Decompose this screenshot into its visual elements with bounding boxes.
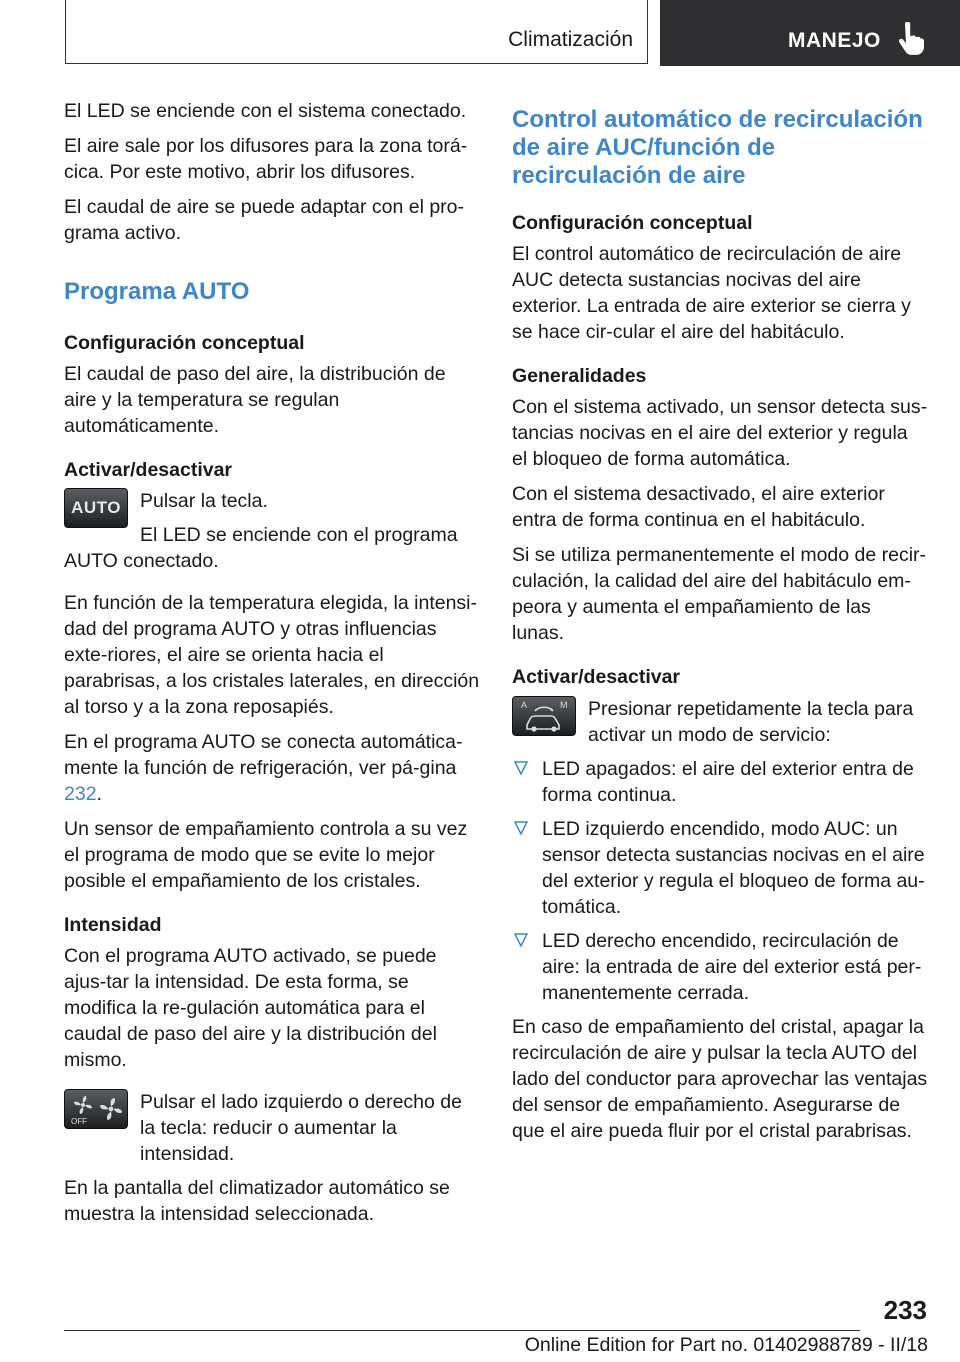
list-item: LED apagados: el aire del exterior entra de forma continua. bbox=[512, 756, 928, 808]
chapter-box bbox=[65, 0, 648, 64]
recirc-m-label: M bbox=[560, 700, 568, 710]
fan-key-icon bbox=[64, 1089, 128, 1129]
paragraph: Con el sistema activado, un sensor detecta sus-tancias nocivas en el aire del exterior y regula el bloqueo de forma automática. bbox=[512, 396, 928, 470]
fan-icon bbox=[65, 1090, 127, 1128]
subheading-activar: Activar/desactivar bbox=[512, 666, 681, 688]
subheading-intensidad: Intensidad bbox=[64, 914, 162, 936]
auto-button-step bbox=[64, 488, 480, 540]
triangle-bullet-icon bbox=[514, 820, 528, 836]
section-heading-auc: Control automático de recirculación de aire AUC/función de recirculación de aire bbox=[512, 106, 923, 189]
section-tab bbox=[660, 0, 960, 66]
step-text: Pulsar el lado izquierdo o derecho de la tecla: reducir o aumentar la intensidad. bbox=[140, 1091, 462, 1165]
paragraph: Con el programa AUTO activado, se puede ajus-tar la intensidad. De esta forma, se modifica la re-gulación automática para el caudal de paso del aire y la distribución del mismo. bbox=[64, 945, 437, 1071]
paragraph: Con el sistema desactivado, el aire exterior entra de forma continua en el habitáculo. bbox=[512, 483, 885, 531]
page-number: 233 bbox=[883, 1295, 927, 1325]
recirculation-button-step bbox=[512, 696, 928, 748]
mode-list bbox=[512, 756, 928, 1006]
paragraph: En caso de empañamiento del cristal, apagar la recirculación de aire y pulsar la tecla AUTO del lado del conductor para aprovechar las ventajas del sensor de empañamiento. Asegurarse de que el aire pueda fluir por el cristal parabrisas. bbox=[512, 1016, 928, 1142]
page-header bbox=[0, 0, 960, 66]
paragraph: El caudal de paso del aire, la distribución de aire y la temperatura se regulan automáticamente. bbox=[64, 363, 446, 437]
paragraph: En función de la temperatura elegida, la intensi-dad del programa AUTO y otras influencias exte-riores, el aire se orienta hacia el parabrisas, a los cristales laterales, en dirección al torso y a la zona reposapiés. bbox=[64, 592, 480, 718]
footer-divider bbox=[64, 1330, 860, 1331]
left-column bbox=[64, 98, 480, 1236]
paragraph: En la pantalla del climatizador automático se muestra la intensidad seleccionada. bbox=[64, 1177, 450, 1225]
hand-pointer-icon bbox=[896, 22, 926, 56]
subheading-configuracion: Configuración conceptual bbox=[64, 332, 305, 354]
right-column bbox=[512, 98, 928, 1153]
page-link[interactable]: 232 bbox=[64, 783, 97, 805]
paragraph: Si se utiliza permanentemente el modo de recir-culación, la calidad del aire del habitáculo em-peora y aumenta el empañamiento de las lunas. bbox=[512, 544, 927, 644]
paragraph: El caudal de aire se puede adaptar con el pro-grama activo. bbox=[64, 196, 465, 244]
recirc-a-label: A bbox=[521, 700, 528, 710]
auto-key-icon bbox=[64, 488, 128, 528]
subheading-generalidades: Generalidades bbox=[512, 365, 647, 387]
list-item: LED izquierdo encendido, modo AUC: un sensor detecta sustancias nocivas en el aire del exterior y regula el bloqueo de forma au-tomática. bbox=[512, 816, 928, 920]
step-text: El LED se enciende con el programa AUTO conectado. bbox=[64, 524, 458, 572]
section-label: MANEJO bbox=[788, 29, 881, 52]
step-text: Presionar repetidamente la tecla para activar un modo de servicio: bbox=[588, 698, 914, 746]
car-recirculation-icon bbox=[513, 697, 575, 735]
list-item: LED derecho encendido, recirculación de aire: la entrada de aire del exterior está per-manentemente cerrada. bbox=[512, 928, 928, 1006]
edition-note: Online Edition for Part no. 01402988789 - II/18 bbox=[524, 1334, 928, 1356]
fan-off-label: OFF bbox=[71, 1117, 87, 1126]
step-text: Pulsar la tecla. bbox=[140, 490, 268, 512]
triangle-bullet-icon bbox=[514, 932, 528, 948]
chapter-title: Climatización bbox=[508, 28, 633, 51]
triangle-bullet-icon bbox=[514, 760, 528, 776]
subheading-configuracion: Configuración conceptual bbox=[512, 212, 753, 234]
section-heading-programa-auto: Programa AUTO bbox=[64, 278, 250, 305]
paragraph: El aire sale por los difusores para la zona torá-cica. Por este motivo, abrir los difusores. bbox=[64, 135, 468, 183]
paragraph-refrigeracion: En el programa AUTO se conecta automática-mente la función de refrigeración, ver pá-gina 232. bbox=[64, 731, 463, 805]
fan-button-step bbox=[64, 1089, 480, 1167]
recirculation-key-icon bbox=[512, 696, 576, 736]
paragraph: Un sensor de empañamiento controla a su vez el programa de modo que se evite lo mejor posible el empañamiento de los cristales. bbox=[64, 818, 468, 892]
auto-key-label: AUTO bbox=[71, 498, 121, 517]
subheading-activar: Activar/desactivar bbox=[64, 459, 233, 481]
paragraph: El LED se enciende con el sistema conectado. bbox=[64, 100, 467, 122]
paragraph: El control automático de recirculación de aire AUC detecta sustancias nocivas del aire exterior. La entrada de aire exterior se cierra y se hace cir-cular el aire del habitáculo. bbox=[512, 243, 911, 343]
